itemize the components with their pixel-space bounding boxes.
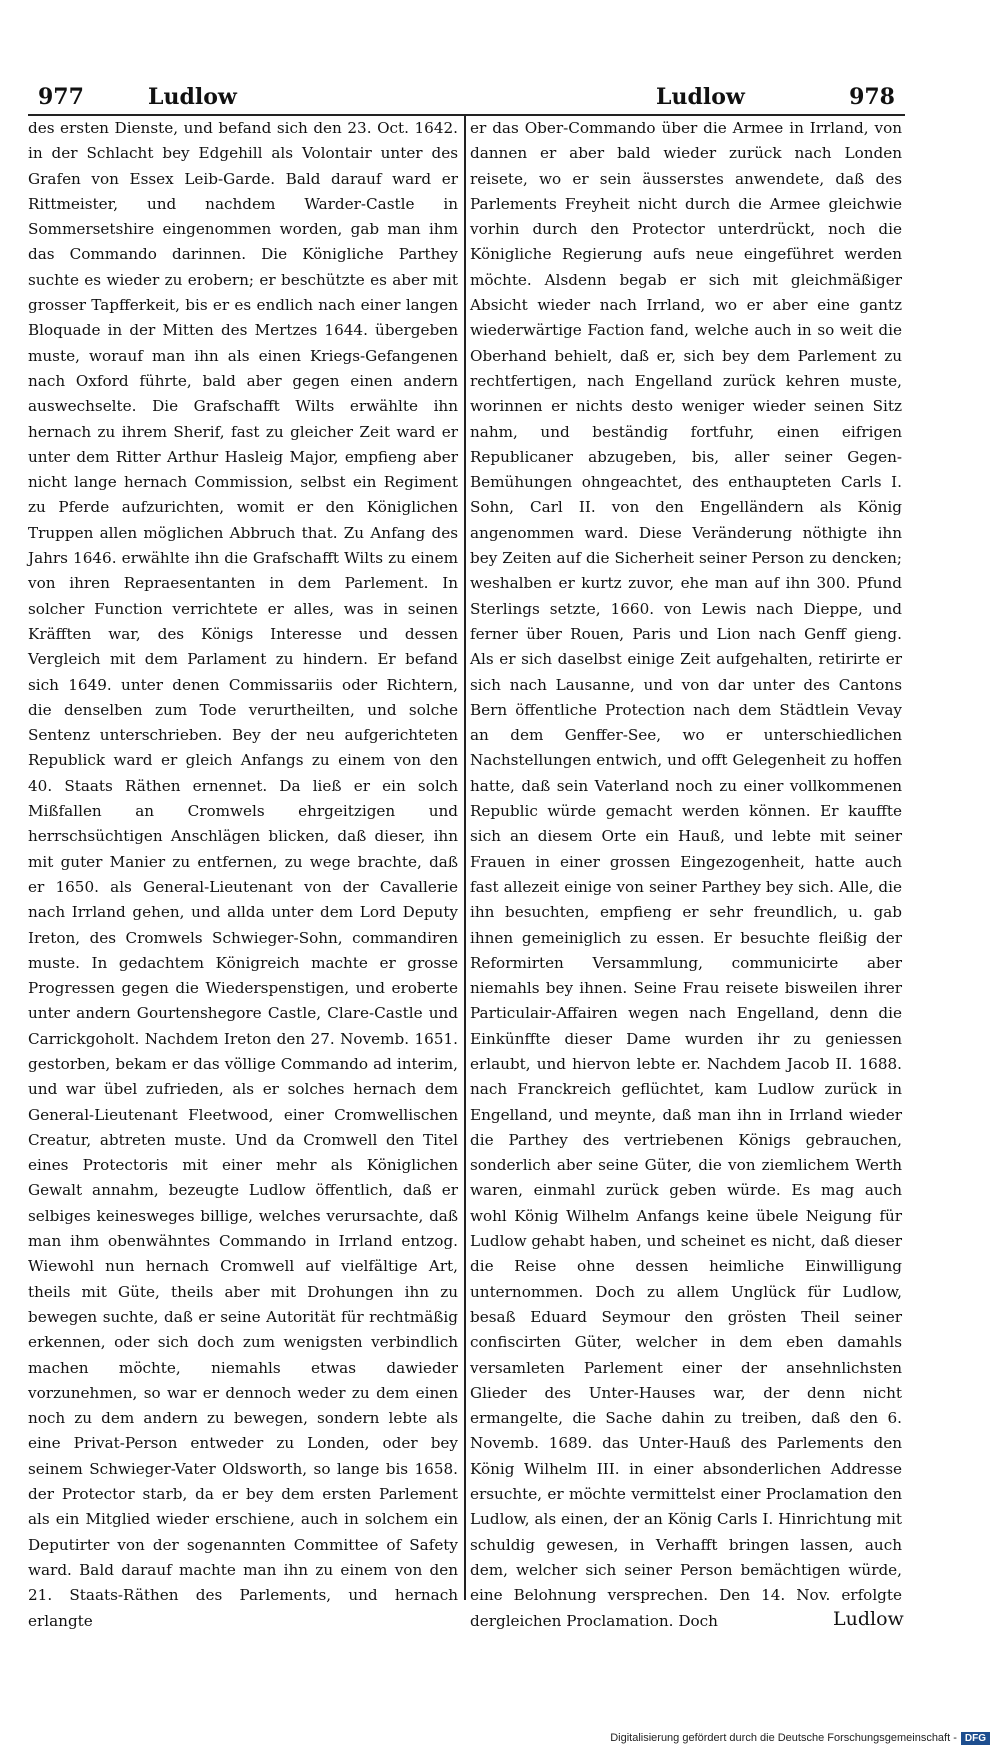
- running-title-right: Ludlow: [656, 84, 745, 110]
- running-header: [28, 82, 905, 116]
- column-left-text: des ersten Dienste, und befand sich den 23. Oct. 1642. in der Schlacht bey Edgehill als Volontair unter des Grafen von Essex Leib-Garde. Bald darauf ward er Rittmeister, und nachdem Warder-Castle in Sommersetshire eingenommen worden, gab man ihm das Commando darinnen. Die Königliche Parthey suchte es wieder zu erobern; er beschützte es aber mit grosser Tapfferkeit, bis er es endlich nach einer langen Bloquade in der Mitten des Mertzes 1644. übergeben muste, worauf man ihn als einen Kriegs-Gefangenen nach Oxford führte, bald aber gegen einen andern auswechselte. Die Grafschafft Wilts erwählte ihn hernach zu ihrem Sherif, fast zu gleicher Zeit ward er unter dem Ritter Arthur Hasleig Major, empfieng aber nicht lange hernach Commission, selbst ein Regiment zu Pferde aufzurichten, womit er den Königlichen Truppen allen möglichen Abbruch that. Zu Anfang des Jahrs 1646. erwählte ihn die Grafschafft Wilts zu einem von ihren Repraesentanten in dem Parlement. In solcher Function verrichtete er alles, was in seinen Kräfften war, des Königs Interesse und dessen Vergleich mit dem Parlament zu hindern. Er befand sich 1649. unter denen Commissariis oder Richtern, die denselben zum Tode verurtheilten, und solche Sentenz unterschrieben. Bey der neu aufgerichteten Republick ward er gleich Anfangs zu einem von den 40. Staats Räthen ernennet. Da ließ er ein solch Mißfallen an Cromwels ehrgeitzigen und herrschsüchtigen Anschlägen blicken, daß dieser, ihn mit guter Manier zu entfernen, zu wege brachte, daß er 1650. als General-Lieutenant von der Cavallerie nach Irrland gehen, und allda unter dem Lord Deputy Ireton, des Cromwels Schwieger-Sohn, commandiren muste. In gedachtem Königreich machte er grosse Progressen gegen die Wiederspenstigen, und eroberte unter andern Gourtenshegore Castle, Clare-Castle und Carrickgoholt. Nachdem Ireton den 27. Novemb. 1651. gestorben, bekam er das völlige Commando ad interim, und war übel zufrieden, als er solches hernach dem General-Lieutenant Fleetwood, einer Cromwellischen Creatur, abtreten muste. Und da Cromwell den Titel eines Protectoris mit einer mehr als Königlichen Gewalt annahm, bezeugte Ludlow öffentlich, daß er selbiges keinesweges billige, welches verursachte, daß man ihm obenwähntes Commando in Irrland entzog. Wiewohl nun hernach Cromwell auf vielfältige Art, theils mit Güte, theils aber mit Drohungen ihn zu bewegen suchte, daß er seine Autorität für rechtmäßig erkennen, oder sich doch zum wenigsten verbindlich machen möchte, niemahls etwas dawieder vorzunehmen, so war er dennoch weder zu dem einen noch zu dem andern zu bewegen, sondern lebte als eine Privat-Person entweder zu Londen, oder bey seinem Schwieger-Vater Oldsworth, so lange bis 1658. der Protector starb, da er bey dem ersten Parlement als ein Mitglied wieder erschiene, auch in solchem ein Deputirter von der sogenannten Committee of Safety ward. Bald darauf machte man ihn zu einem von den 21. Staats-Räthen des Parlements, und hernach erlangte: [28, 119, 458, 1630]
- page-number-right: 978: [849, 84, 895, 110]
- footer-text: Digitalisierung gefördert durch die Deutsche Forschungsgemeinschaft -: [610, 1732, 957, 1744]
- page-number-left: 977: [38, 84, 84, 110]
- text-column-left: [28, 116, 458, 1630]
- column-divider: [464, 116, 466, 1600]
- text-column-right: [470, 116, 902, 1630]
- dfg-logo: DFG: [961, 1732, 990, 1745]
- running-title-left: Ludlow: [148, 84, 237, 110]
- column-right-text: er das Ober-Commando über die Armee in Irrland, von dannen er aber bald wieder zurück nach Londen reisete, wo er sein äusserstes anwendete, daß des Parlements Freyheit nicht durch die Armee gleichwie vorhin durch den Protector unterdrückt, noch die Königliche Regierung aufs neue eingeführet werden möchte. Alsdenn begab er sich mit gleichmäßiger Absicht wieder nach Irrland, wo er aber eine gantz wiederwärtige Faction fand, welche auch in so weit die Oberhand behielt, daß er, sich bey dem Parlement zu rechtfertigen, nach Engelland zurück kehren muste, worinnen er nichts desto weniger wieder seinen Sitz nahm, und beständig fortfuhr, einen eifrigen Republicaner abzugeben, bis, aller seiner Gegen-Bemühungen ohngeachtet, des enthaupteten Carls I. Sohn, Carl II. von den Engelländern als König angenommen ward. Diese Veränderung nöthigte ihn bey Zeiten auf die Sicherheit seiner Person zu dencken; weshalben er kurtz zuvor, ehe man auf ihn 300. Pfund Sterlings setzte, 1660. von Lewis nach Dieppe, und ferner über Rouen, Paris und Lion nach Genff gieng. Als er sich daselbst einige Zeit aufgehalten, retirirte er sich nach Lausanne, und von dar unter des Cantons Bern öffentliche Protection nach dem Städtlein Vevay an dem Genffer-See, wo er unterschiedlichen Nachstellungen entwich, und offt Gelegenheit zu hoffen hatte, daß sein Vaterland noch zu einer vollkommenen Republic würde gemacht werden können. Er kauffte sich an diesem Orte ein Hauß, und lebte mit seiner Frauen in einer grossen Eingezogenheit, hatte auch fast allezeit einige von seiner Parthey bey sich. Alle, die ihn besuchten, empfieng er sehr freundlich, u. gab ihnen gemeiniglich zu essen. Er besuchte fleißig der Reformirten Versammlung, communicirte aber niemahls bey ihnen. Seine Frau reisete bisweilen ihrer Particulair-Affairen wegen nach Engelland, denn die Einkünffte dieser Dame wurden ihr zu geniessen erlaubt, und hiervon lebte er. Nachdem Jacob II. 1688. nach Franckreich geflüchtet, kam Ludlow zurück in Engelland, und meynte, daß man ihn in Irrland wieder die Parthey des vertriebenen Königs gebrauchen, sonderlich aber seine Güter, die von ziemlichem Werth waren, einmahl zurück geben würde. Es mag auch wohl König Wilhelm Anfangs keine übele Neigung für Ludlow gehabt haben, und scheinet es nicht, daß dieser die Reise ohne dessen heimliche Einwilligung unternommen. Doch zu allem Unglück für Ludlow, besaß Eduard Seymour den grösten Theil seiner confiscirten Güter, welcher in dem eben damahls versamleten Parlement einer der ansehnlichsten Glieder des Unter-Hauses war, der denn nicht ermangelte, die Sache dahin zu treiben, daß den 6. Novemb. 1689. das Unter-Hauß des Parlements den König Wilhelm III. in einer absonderlichen Addresse ersuchte, er möchte vermittelst einer Proclamation den Ludlow, als einen, der an König Carls I. Hinrichtung mit schuldig gewesen, in Verhafft bringen lassen, auch dem, welcher sich seiner Person bemächtigen würde, eine Belohnung versprechen. Den 14. Nov. erfolgte dergleichen Proclamation. Doch: [470, 119, 902, 1630]
- digitization-footer: [610, 1732, 990, 1745]
- catchword: Ludlow: [833, 1608, 904, 1630]
